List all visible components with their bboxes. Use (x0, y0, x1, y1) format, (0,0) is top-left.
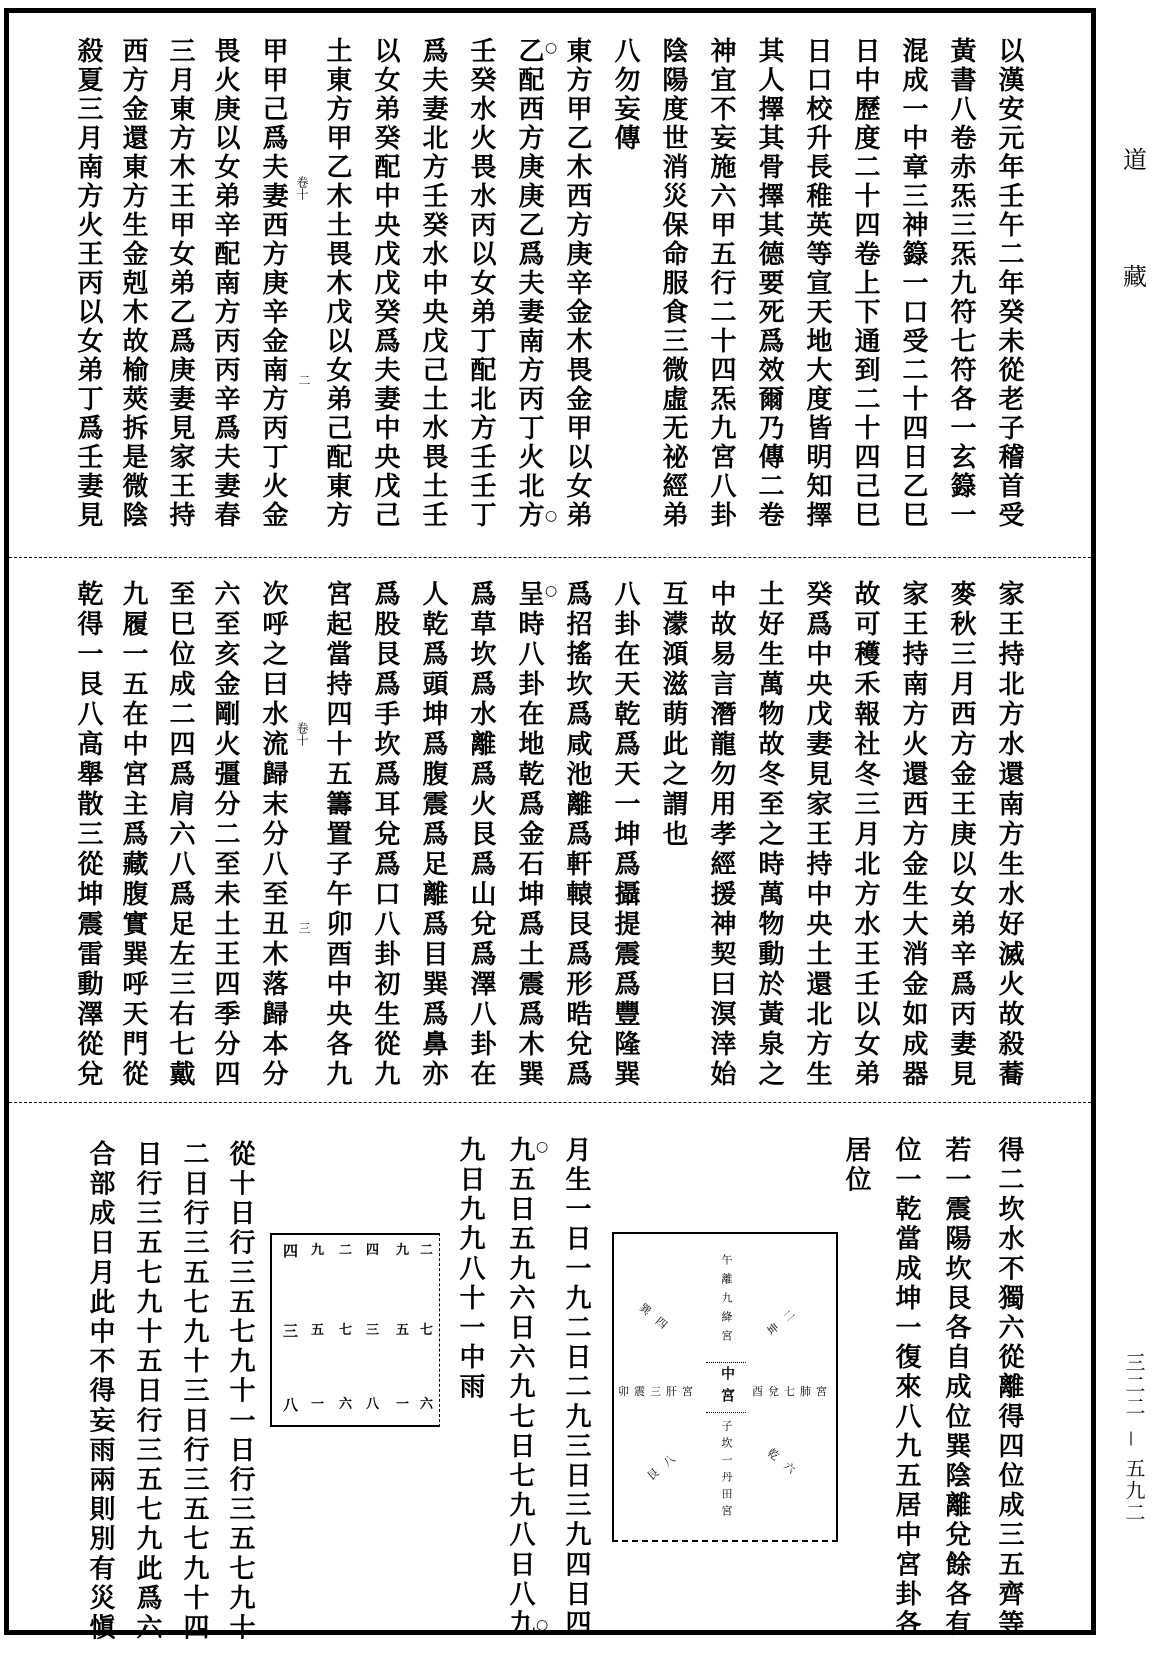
text-column: 居位 (841, 1136, 871, 1196)
grid-cell: 一 (396, 1397, 410, 1412)
text-column: 甲甲己爲夫妻西方庚辛金南方丙丁火金 (258, 37, 288, 530)
text-column: 若一震陽坎艮各自成位巽陰離兌餘各有 (941, 1136, 971, 1640)
text-column: 次呼之曰水流歸末分八至丑木落歸本分 (258, 580, 288, 1090)
text-column: 九履一五在中宮主爲藏腹實巽呼天門從 (118, 580, 148, 1090)
text-column: 八勿妄傳 (610, 37, 640, 153)
paragraph-circle-mark: ○ (545, 508, 558, 524)
page-volume: 三二二 (1122, 1352, 1146, 1418)
text-column: 家王持北方水還南方生水好滅火故殺蕎 (994, 580, 1024, 1090)
nine-palace-diagram (612, 1232, 838, 1542)
text-column: 至巳位成二四爲肩六八爲足左三右七戴 (165, 580, 195, 1090)
grid-cell: 二 (420, 1243, 434, 1258)
grid-cell: 七 (420, 1323, 434, 1338)
grid-cell: 七 (339, 1323, 353, 1338)
text-column: 日中歷度二十四卷上下通到二十四己巳 (850, 37, 880, 530)
grid-cell: 二 (339, 1243, 353, 1258)
grid-cell: 六 (339, 1397, 353, 1412)
grid-cell: 四 (366, 1243, 380, 1258)
text-column: 乙配西方庚庚乙爲夫妻南方丙丁火北方 (514, 37, 544, 530)
text-column: 爲招搖坎爲咸池離爲軒轅艮爲形晧兌爲 (562, 580, 592, 1090)
text-column: 月生一日一九二日二九三日三九四日四 (561, 1136, 591, 1640)
panel-divider (9, 1102, 1091, 1103)
text-column: 以漢安元年壬午二年癸未從老子稽首受 (994, 37, 1024, 530)
grid-cell: 九 (396, 1243, 410, 1258)
text-column: 黃書八卷赤炁三炁九符七符各一玄籙一 (946, 37, 976, 530)
text-column: 從十日行三五七九十一日行三五七九十 (225, 1140, 255, 1644)
text-column: 中故易言潛龍勿用孝經援神契曰溟涬始 (706, 580, 736, 1090)
grid-cell: 九 (311, 1243, 325, 1258)
text-column: 乾得一艮八高舉散三從坤震雷動澤從兌 (73, 580, 103, 1090)
margin-title-zang: 藏 (1123, 263, 1147, 291)
text-column: 二日行三五七九十三日行三五七九十四 (179, 1140, 209, 1644)
marginal-note: 三 (297, 922, 311, 934)
text-column: 合部成日月此中不得妄雨兩則別有災愼 (85, 1140, 115, 1644)
paragraph-circle-mark: ○ (536, 1616, 549, 1633)
text-column: 陰陽度世消災保命服食三微虛无祕經弟 (658, 37, 688, 530)
diagram-label-right: 酉兌七肺宮 (752, 1385, 832, 1398)
text-column: 八卦在天乾爲天一坤爲攝提震爲豐隆巽 (610, 580, 640, 1090)
diagram-dotted-line (706, 1412, 746, 1413)
text-column: 爲夫妻北方壬癸水中央戊己土水畏土壬 (418, 37, 448, 530)
text-column: 壬癸水火畏水丙以女弟丁配北方壬壬丁 (466, 37, 496, 530)
diagram-dotted-line (706, 1362, 746, 1363)
text-column: 以女弟癸配中央戊戊癸爲夫妻中央戊己 (370, 37, 400, 530)
diagram-label-top: 午離九絳宮 (720, 1254, 733, 1349)
page-separator: | (1123, 1430, 1139, 1448)
paragraph-circle-mark: ○ (536, 1139, 549, 1155)
text-column: 人乾爲頭坤爲腹震爲足離爲目巽爲鼻亦 (418, 580, 448, 1090)
text-column: 宮起當持四十五籌置子午卯酉中央各九 (322, 580, 352, 1090)
text-column: 呈時八卦在地乾爲金石坤爲土震爲木巽 (514, 580, 544, 1090)
text-column: 東方甲乙木西方庚辛金木畏金甲以女弟 (562, 37, 592, 530)
diagram-label-upper-left: 巽四 (636, 1301, 678, 1338)
text-column: 土好生萬物故冬至之時萬物動於黃泉之 (754, 580, 784, 1090)
text-column: 混成一中章三神籙一口受二十四日乙巳 (898, 37, 928, 530)
page-number: 五九二 (1122, 1458, 1146, 1524)
text-column: 畏火庚以女弟辛配南方丙丙辛爲夫妻春 (210, 37, 240, 530)
marginal-note: 卷十 (295, 722, 309, 746)
marginal-note: 二 (297, 374, 311, 386)
margin-title-dao: 道 (1123, 146, 1147, 174)
grid-cell: 五 (311, 1323, 325, 1338)
text-column: 癸爲中央戊妻見家王持中央土還北方生 (802, 580, 832, 1090)
grid-cell: 三 (366, 1323, 380, 1338)
grid-cell: 一 (311, 1397, 325, 1412)
diagram-label-upper-right: 坤二 (764, 1301, 806, 1338)
text-column: 麥秋三月西方金王庚以女弟辛爲丙妻見 (946, 580, 976, 1090)
diagram-center-label: 中宮 (719, 1366, 735, 1410)
marginal-note: 卷十 (295, 176, 309, 200)
text-column: 爲股艮爲手坎爲耳兌爲口八卦初生從九 (370, 580, 400, 1090)
text-column: 家王持南方火還西方金生大消金如成器 (898, 580, 928, 1090)
paragraph-circle-mark: ○ (545, 40, 558, 56)
text-column: 九日九九八十一中雨 (455, 1136, 485, 1403)
text-column: 故可穫禾報社冬三月北方水王壬以女弟 (850, 580, 880, 1090)
diagram-label-lower-right: 乾六 (764, 1446, 806, 1483)
text-column: 殺夏三月南方火王丙以女弟丁爲壬妻見 (73, 37, 103, 530)
grid-cell: 五 (396, 1323, 410, 1338)
grid-cell: 六 (420, 1397, 434, 1412)
grid-cell: 四 (283, 1242, 299, 1260)
text-column: 其人擇其骨擇其德要死爲效爾乃傳二卷 (754, 37, 784, 530)
text-column: 西方金還東方生金剋木故榆莢拆是微陰 (118, 37, 148, 530)
magic-square-grid (270, 1233, 440, 1427)
text-column: 互濛澒滋萌此之謂也 (658, 580, 688, 850)
diagram-label-bottom: 子坎一丹田宮 (720, 1420, 733, 1522)
grid-cell: 八 (283, 1396, 299, 1414)
text-column: 日口校升長稚英等宣天地大度皆明知擇 (802, 37, 832, 530)
grid-cell: 三 (283, 1322, 299, 1340)
diagram-label-lower-left: 艮八 (644, 1446, 686, 1483)
grid-cell: 八 (366, 1397, 380, 1412)
text-column: 爲草坎爲水離爲火艮爲山兌爲澤八卦在 (466, 580, 496, 1090)
diagram-label-left: 卯震三肝宮 (618, 1385, 698, 1398)
text-column: 三月東方木王甲女弟乙爲庚妻見家王持 (165, 37, 195, 530)
text-column: 得二坎水不獨六從離得四位成三五齊等 (994, 1136, 1024, 1640)
text-column: 六至亥金剛火彊分二至未土王四季分四 (210, 580, 240, 1090)
paragraph-circle-mark: ○ (545, 583, 558, 599)
text-column: 九五日五九六日六九七日七九八日八九 (505, 1136, 535, 1640)
panel-divider (9, 557, 1091, 558)
text-column: 日行三五七九十五日行三五七九此爲六 (132, 1140, 162, 1644)
text-column: 神宜不妄施六甲五行二十四炁九宮八卦 (706, 37, 736, 530)
text-column: 土東方甲乙木土畏木戊以女弟己配東方 (322, 37, 352, 530)
text-column: 位一乾當成坤一復來八九五居中宮卦各 (891, 1136, 921, 1640)
